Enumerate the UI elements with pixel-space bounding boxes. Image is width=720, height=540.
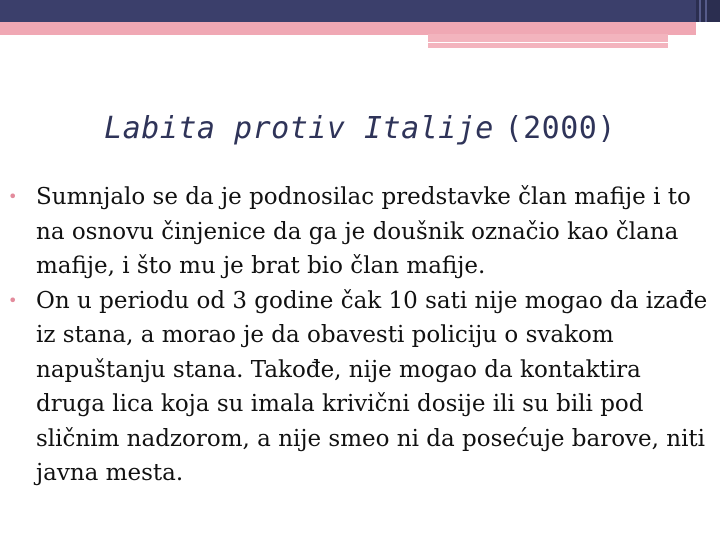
bullet-item-1 xyxy=(8,180,708,284)
bullet-marker: • xyxy=(8,290,18,310)
bullet-text-2: On u periodu od 3 godine čak 10 sati nije mogao da izađe iz stana, a morao je da obavesti policiju o svakom napuštanju stana. Takođe, nije mogao da kontaktira druga lica koja su imala krivični dosije ili su bili pod sličnim nadzorom, a nije smeo ni da posećuje barove, niti javna mesta. xyxy=(36,287,708,486)
bullet-text-1: Sumnjalo se da je podnosilac predstavke član mafije i to na osnovu činjenice da ga je doušnik označio kao člana mafije, i što mu je brat bio član mafije. xyxy=(36,184,691,279)
header-bar xyxy=(0,0,696,22)
bullet-item-2 xyxy=(8,284,708,491)
accent-band-stripe xyxy=(428,34,668,48)
slide-title-case-name: Labita protiv Italije xyxy=(104,111,494,146)
bullet-marker: • xyxy=(8,187,18,206)
header-bar-accent xyxy=(696,0,720,22)
slide-title xyxy=(0,108,720,146)
slide-title-year: (2000) xyxy=(504,111,616,146)
bullet-list xyxy=(8,180,708,491)
